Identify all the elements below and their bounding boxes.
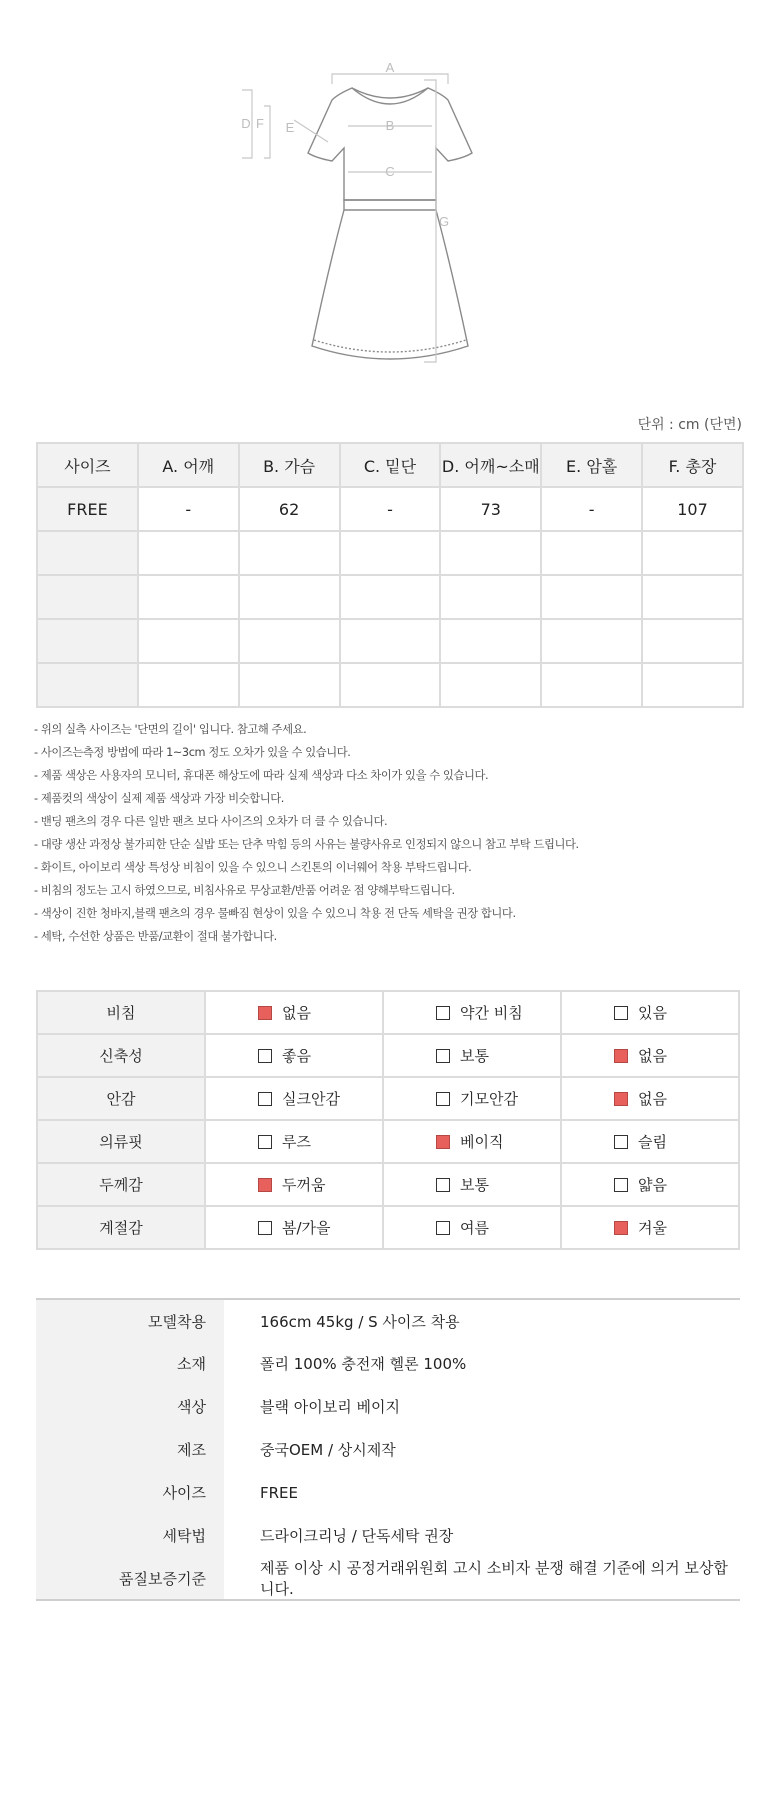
feel-option	[205, 1120, 383, 1163]
table-cell	[340, 619, 441, 663]
feel-option-label: 여름	[460, 1219, 489, 1237]
label-e: E	[285, 120, 295, 135]
note-item: - 색상이 진한 청바지,블랙 팬츠의 경우 물빠짐 현상이 있을 수 있으니 착용 전 단독 세탁을 권장 합니다.	[34, 907, 516, 920]
table-cell	[37, 531, 138, 575]
feel-row	[37, 1163, 739, 1206]
feel-option-label: 얇음	[638, 1176, 667, 1194]
table-row	[37, 619, 743, 663]
note-item: - 밴딩 팬츠의 경우 다른 일반 팬츠 보다 사이즈의 오차가 더 클 수 있습니다.	[34, 815, 388, 828]
table-row	[37, 663, 743, 707]
info-key: 품질보증기준	[36, 1557, 224, 1600]
info-row	[36, 1557, 740, 1600]
info-row	[36, 1299, 740, 1342]
header-cell: A. 어깨	[138, 443, 239, 487]
unchecked-box-icon	[258, 1135, 272, 1149]
unchecked-box-icon	[614, 1006, 628, 1020]
unchecked-box-icon	[436, 1178, 450, 1192]
header-cell: F. 총장	[642, 443, 743, 487]
table-cell	[642, 531, 743, 575]
feel-option-label: 보통	[460, 1176, 489, 1194]
feel-option	[383, 1206, 561, 1249]
unit-label: 단위 : cm (단면)	[637, 417, 742, 433]
table-cell	[340, 531, 441, 575]
feel-option	[383, 1077, 561, 1120]
table-cell	[440, 663, 541, 707]
table-cell: 107	[642, 487, 743, 531]
size-table-header	[37, 443, 743, 487]
label-d: D	[241, 116, 251, 131]
header-cell: 사이즈	[37, 443, 138, 487]
header-cell: D. 어깨~소매	[440, 443, 541, 487]
info-value: 드라이크리닝 / 단독세탁 권장	[260, 1527, 454, 1545]
table-cell	[541, 575, 642, 619]
table-cell	[37, 619, 138, 663]
feel-option	[561, 1077, 739, 1120]
unchecked-box-icon	[436, 1049, 450, 1063]
feel-option	[205, 1206, 383, 1249]
feel-option-label: 루즈	[282, 1133, 311, 1151]
table-cell	[138, 663, 239, 707]
feel-option-label: 없음	[638, 1047, 667, 1065]
table-cell	[239, 663, 340, 707]
table-cell	[642, 619, 743, 663]
header-cell: C. 밑단	[340, 443, 441, 487]
feel-row	[37, 1206, 739, 1249]
table-cell: -	[340, 487, 441, 531]
info-row	[36, 1385, 740, 1428]
header-cell: B. 가슴	[239, 443, 340, 487]
feel-option	[383, 1120, 561, 1163]
feel-option	[561, 1120, 739, 1163]
feel-option-label: 좋음	[282, 1047, 311, 1065]
feel-option	[561, 991, 739, 1034]
table-cell: 73	[440, 487, 541, 531]
info-value: 제품 이상 시 공정거래위원회 고시 소비자 분쟁 해결 기준에 의거 보상합니다.	[260, 1559, 728, 1598]
feel-option-label: 약간 비침	[460, 1004, 523, 1022]
fabric-feel-table	[36, 990, 740, 1250]
table-cell	[138, 619, 239, 663]
table-cell	[340, 663, 441, 707]
feel-option-label: 있음	[638, 1004, 667, 1022]
info-key: 사이즈	[36, 1471, 224, 1514]
feel-option-label: 겨울	[638, 1219, 667, 1237]
dress-illustration	[240, 50, 540, 380]
info-value: FREE	[260, 1483, 299, 1502]
unchecked-box-icon	[258, 1049, 272, 1063]
table-cell	[37, 575, 138, 619]
feel-option	[205, 1163, 383, 1206]
info-key: 색상	[36, 1385, 224, 1428]
feel-option-label: 기모안감	[460, 1090, 518, 1108]
label-f: F	[256, 116, 264, 131]
table-cell: FREE	[37, 487, 138, 531]
info-key: 제조	[36, 1428, 224, 1471]
table-cell: -	[541, 487, 642, 531]
feel-option	[205, 1034, 383, 1077]
unchecked-box-icon	[614, 1178, 628, 1192]
feel-option-label: 없음	[638, 1090, 667, 1108]
unchecked-box-icon	[436, 1092, 450, 1106]
note-item: - 세탁, 수선한 상품은 반품/교환이 절대 불가합니다.	[34, 930, 277, 943]
table-cell: 62	[239, 487, 340, 531]
table-cell	[541, 619, 642, 663]
unchecked-box-icon	[258, 1092, 272, 1106]
table-row	[37, 487, 743, 531]
feel-row	[37, 1120, 739, 1163]
checked-box-icon	[258, 1006, 272, 1020]
feel-label: 신축성	[37, 1034, 205, 1077]
feel-label: 계절감	[37, 1206, 205, 1249]
info-row	[36, 1514, 740, 1557]
feel-label: 비침	[37, 991, 205, 1034]
size-notes	[34, 718, 579, 948]
feel-row	[37, 1077, 739, 1120]
info-row	[36, 1342, 740, 1385]
info-key: 세탁법	[36, 1514, 224, 1557]
feel-row	[37, 1034, 739, 1077]
feel-option	[561, 1163, 739, 1206]
feel-label: 두께감	[37, 1163, 205, 1206]
note-item: - 사이즈는측정 방법에 따라 1~3cm 정도 오차가 있을 수 있습니다.	[34, 746, 351, 759]
checked-box-icon	[614, 1092, 628, 1106]
table-cell	[138, 531, 239, 575]
table-cell	[340, 575, 441, 619]
table-cell: -	[138, 487, 239, 531]
note-item: - 제품컷의 색상이 실제 제품 색상과 가장 비슷합니다.	[34, 792, 284, 805]
table-cell	[440, 619, 541, 663]
checked-box-icon	[614, 1221, 628, 1235]
unchecked-box-icon	[436, 1006, 450, 1020]
label-a: A	[385, 60, 395, 75]
note-item: - 비침의 정도는 고시 하였으므로, 비침사유로 무상교환/반품 어려운 점 양해부탁드립니다.	[34, 884, 455, 897]
info-key: 소재	[36, 1342, 224, 1385]
feel-label: 의류핏	[37, 1120, 205, 1163]
feel-option-label: 없음	[282, 1004, 311, 1022]
feel-option	[383, 1163, 561, 1206]
note-item: - 화이트, 아이보리 색상 특성상 비침이 있을 수 있으니 스킨톤의 이너웨어 착용 부탁드립니다.	[34, 861, 472, 874]
table-cell	[239, 619, 340, 663]
feel-option	[205, 991, 383, 1034]
table-cell	[440, 575, 541, 619]
note-item: - 대량 생산 과정상 불가피한 단순 실밥 또는 단추 막힘 등의 사유는 불량사유로 인정되지 않으니 참고 부탁 드립니다.	[34, 838, 579, 851]
feel-option-label: 실크안감	[282, 1090, 340, 1108]
unchecked-box-icon	[614, 1135, 628, 1149]
feel-row	[37, 991, 739, 1034]
unchecked-box-icon	[436, 1221, 450, 1235]
info-key: 모델착용	[36, 1299, 224, 1342]
info-value: 중국OEM / 상시제작	[260, 1441, 396, 1459]
feel-option	[383, 1034, 561, 1077]
feel-option-label: 보통	[460, 1047, 489, 1065]
size-table	[36, 442, 744, 708]
table-cell	[239, 575, 340, 619]
table-cell	[138, 575, 239, 619]
size-diagram	[240, 50, 540, 380]
unchecked-box-icon	[258, 1221, 272, 1235]
feel-option-label: 베이직	[460, 1133, 504, 1151]
table-cell	[642, 663, 743, 707]
table-row	[37, 575, 743, 619]
feel-option	[561, 1034, 739, 1077]
header-cell: E. 암홀	[541, 443, 642, 487]
table-cell	[37, 663, 138, 707]
label-b: B	[385, 118, 395, 133]
feel-option-label: 봄/가을	[282, 1219, 331, 1237]
info-row	[36, 1471, 740, 1514]
product-info-table	[36, 1298, 740, 1601]
info-value: 블랙 아이보리 베이지	[260, 1398, 400, 1416]
table-cell	[642, 575, 743, 619]
note-item: - 위의 실측 사이즈는 '단면의 길이' 입니다. 참고해 주세요.	[34, 723, 307, 736]
label-g: G	[438, 214, 450, 229]
note-item: - 제품 색상은 사용자의 모니터, 휴대폰 해상도에 따라 실제 색상과 다소 차이가 있을 수 있습니다.	[34, 769, 489, 782]
table-cell	[541, 663, 642, 707]
feel-label: 안감	[37, 1077, 205, 1120]
checked-box-icon	[258, 1178, 272, 1192]
feel-option-label: 슬림	[638, 1133, 667, 1151]
checked-box-icon	[614, 1049, 628, 1063]
feel-option	[383, 991, 561, 1034]
table-row	[37, 531, 743, 575]
table-cell	[239, 531, 340, 575]
feel-option	[561, 1206, 739, 1249]
checked-box-icon	[436, 1135, 450, 1149]
table-cell	[440, 531, 541, 575]
feel-option-label: 두꺼움	[282, 1176, 326, 1194]
table-cell	[541, 531, 642, 575]
label-c: C	[385, 164, 395, 179]
info-value: 폴리 100% 충전재 헬론 100%	[260, 1355, 467, 1373]
info-row	[36, 1428, 740, 1471]
info-value: 166cm 45kg / S 사이즈 착용	[260, 1312, 460, 1331]
feel-option	[205, 1077, 383, 1120]
